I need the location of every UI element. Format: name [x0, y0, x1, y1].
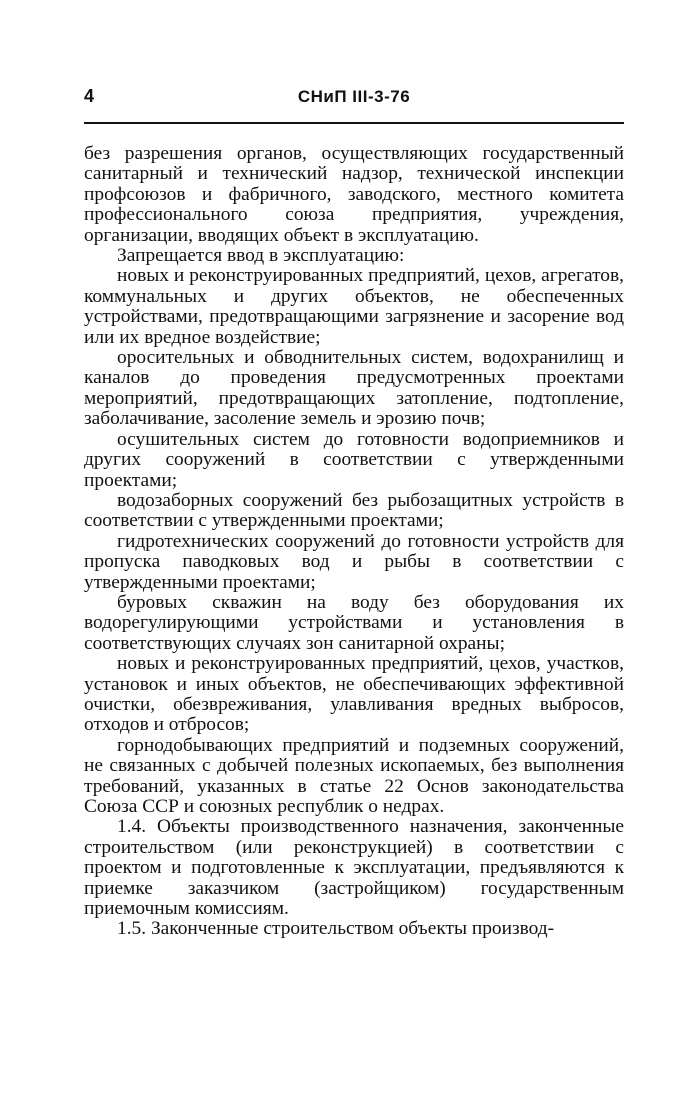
running-title: СНиП III-3-76: [297, 87, 411, 106]
paragraph-list-item: горнодобывающих предприятий и подземных сооружений, не связанных с добычей полезных ископаемых, без выполнения требований, указанных в статье 22 Основ законодательства Союза ССР и союзных республик о недрах.: [84, 734, 624, 817]
clause-text: Объекты производственного назначения, законченные строительством (или реконструкцией) в соответствии с проектом и подготовленные к эксплуатации, предъявляются к приемке заказчиком (застройщиком) государственным приемочным комиссиям.: [84, 816, 624, 920]
clause-1-5: [84, 919, 624, 939]
clause-number: 1.5.: [117, 918, 147, 940]
paragraph-list-item: гидротехнических сооружений до готовности устройств для пропуска паводковых вод и рыбы в соответствии с утвержденными проектами;: [84, 530, 624, 593]
paragraph-list-item: новых и реконструированных предприятий, цехов, агрегатов, коммунальных и других объектов, не обеспеченных устройствами, предотвращающими загрязнение и засорение вод или их вредное воздействие;: [84, 265, 624, 348]
paragraph-continuation: без разрешения органов, осуществляющих государственный санитарный и технический надзор, технической инспекции профсоюзов и фабричного, заводского, местного комитета профессионального союза предприятия, учреждения, организации, вводящих объект в эксплуатацию.: [84, 143, 624, 246]
paragraph-list-item: новых и реконструированных предприятий, цехов, участков, установок и иных объектов, не обеспечивающих эффективной очистки, обезвреживания, улавливания вредных выбросов, отходов и отбросов;: [84, 653, 624, 736]
header-rule: [84, 122, 624, 124]
paragraph-list-item: буровых скважин на воду без оборудования их водорегулирующими устройствами и установления в соответствующих случаях зон санитарной охраны;: [84, 591, 624, 654]
clause-1-4: [84, 817, 624, 919]
paragraph-list-item: оросительных и обводнительных систем, водохранилищ и каналов до проведения предусмотренных проектами мероприятий, предотвращающих затопление, подтопление, заболачивание, засоление земель и эрозию почв;: [84, 347, 624, 430]
body-text: [84, 144, 624, 940]
page-number: 4: [84, 86, 95, 106]
page-header: [84, 86, 624, 112]
paragraph-list-item: осушительных систем до готовности водоприемников и других сооружений в соответствии с утвержденными проектами;: [84, 428, 624, 491]
document-page: [84, 86, 624, 940]
paragraph-list-item: водозаборных сооружений без рыбозащитных устройств в соответствии с утвержденными проектами;: [84, 489, 624, 532]
paragraph-prohibition-intro: Запрещается ввод в эксплуатацию:: [117, 245, 405, 267]
clause-text: Законченные строительством объекты производ-: [150, 918, 555, 940]
clause-number: 1.4.: [117, 816, 147, 838]
